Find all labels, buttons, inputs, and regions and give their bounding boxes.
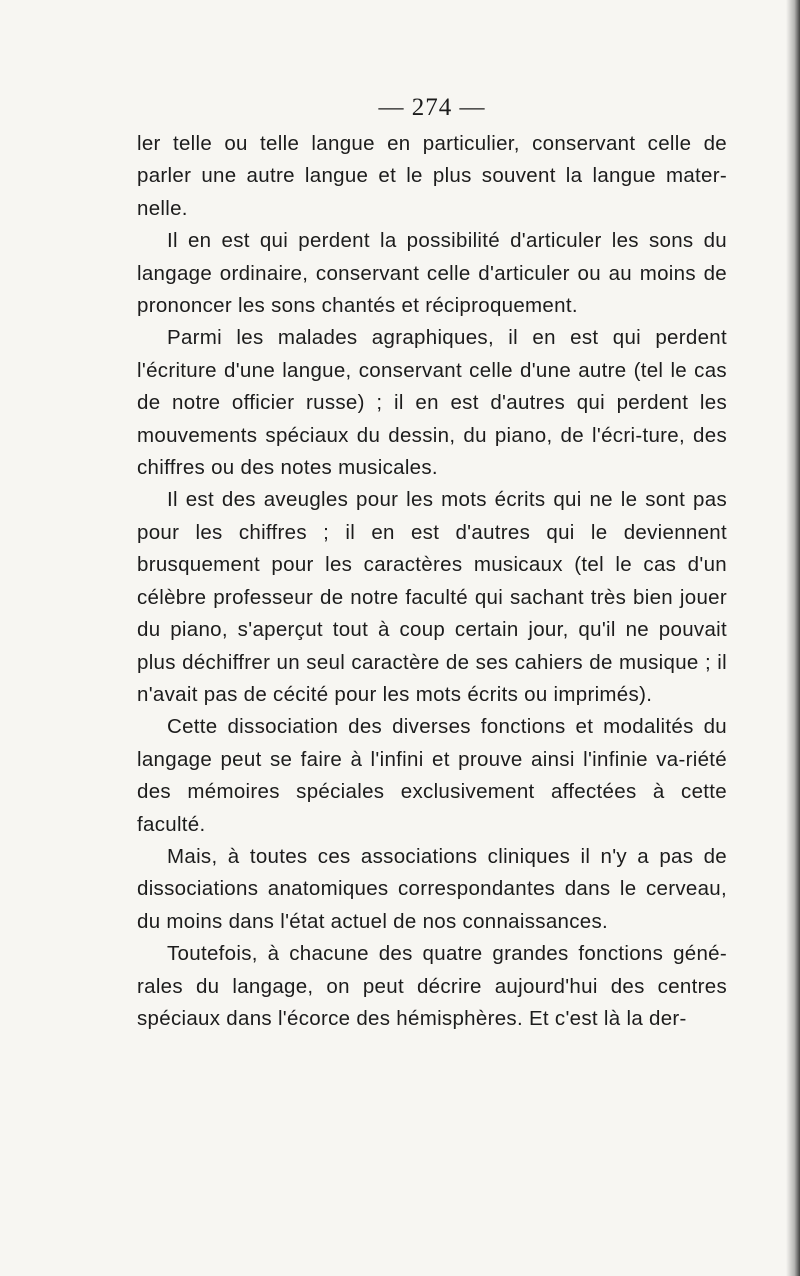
paragraph: Il en est qui perdent la possibilité d'articuler les sons du langage ordinaire, conservant celle d'articuler ou au moins de prononcer les sons chantés et réciproquement. <box>137 229 727 318</box>
paragraph: Cette dissociation des diverses fonctions et modalités du langage peut se faire à l'infini et prouve ainsi l'infinie va-riété des mémoires spéciales exclusivement affectées à cette faculté. <box>137 715 727 836</box>
book-page <box>137 92 727 1035</box>
paragraph: Toutefois, à chacune des quatre grandes fonctions géné-rales du langage, on peut décrire aujourd'hui des centres spéciaux dans l'écorce des hémisphères. Et c'est là la der- <box>137 942 727 1030</box>
page-body <box>137 128 727 1035</box>
paragraph-continued: ler telle ou telle langue en particulier, conservant celle de parler une autre langue et le plus souvent la langue mater-nelle. <box>137 132 727 220</box>
paragraph: Mais, à toutes ces associations cliniques il n'y a pas de dissociations anatomiques correspondantes dans le cerveau, du moins dans l'état actuel de nos connaissances. <box>137 844 727 933</box>
paragraph: Parmi les malades agraphiques, il en est qui perdent l'écriture d'une langue, conservant celle d'une autre (tel le cas de notre officier russe) ; il en est d'autres qui perdent les mouvements spéciaux du dessin, du piano, de l'écri-ture, des chiffres ou des notes musicales. <box>137 326 727 480</box>
page-edge-shadow <box>786 0 800 1276</box>
page-number: — 274 — <box>378 94 486 121</box>
paragraph: Il est des aveugles pour les mots écrits qui ne le sont pas pour les chiffres ; il en est d'autres qui le deviennent brusquement pour les caractères musicaux (tel le cas d'un célèbre professeur de notre faculté qui sachant très bien jouer du piano, s'aperçut tout à coup certain jour, qu'il ne pouvait plus déchiffrer un seul caractère de ses cahiers de musique ; il n'avait pas de cécité pour les mots écrits ou imprimés). <box>137 488 727 706</box>
